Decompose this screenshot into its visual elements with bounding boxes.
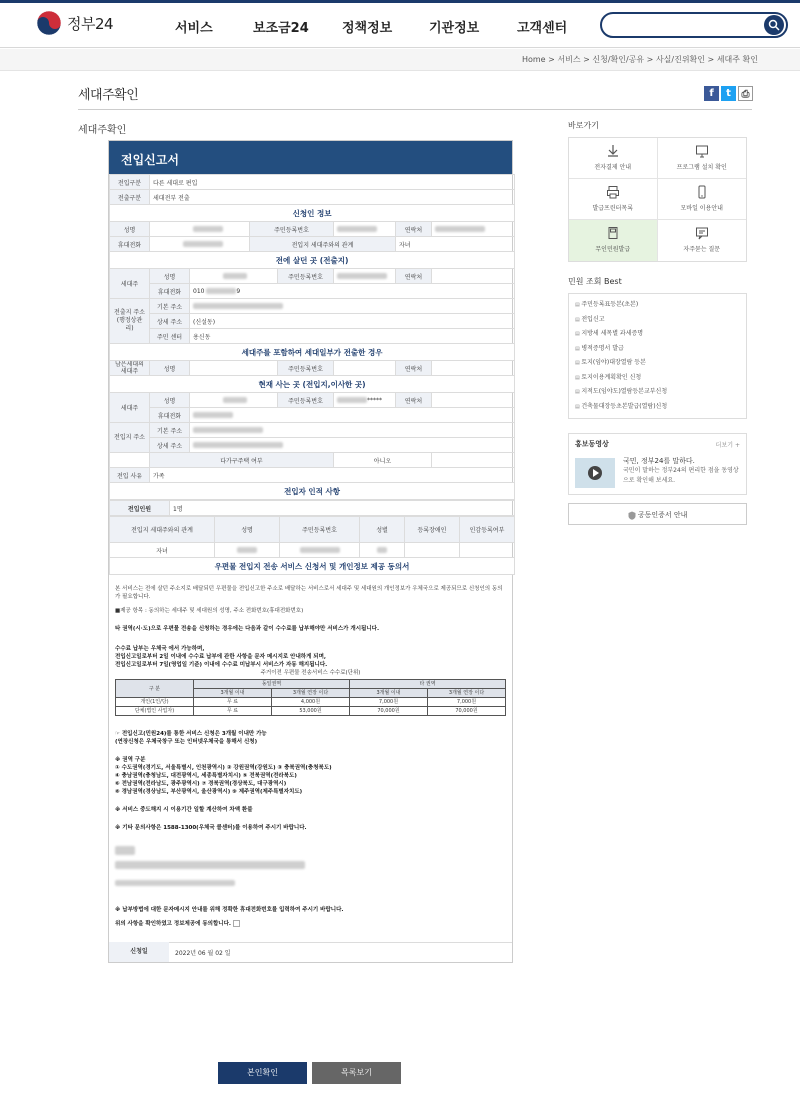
certificate-guide-label: 공동인증서 안내 [637, 511, 688, 519]
redacted [193, 226, 223, 232]
promo-video-box [568, 433, 747, 495]
redacted-block [115, 846, 506, 855]
label: 성명 [150, 269, 190, 284]
fee-cell: 단체(법인 사업자) [116, 707, 194, 716]
best-item[interactable]: ▤ 건축물대장등초본발급(열람)신청 [575, 400, 740, 415]
search-input[interactable] [600, 12, 788, 38]
col-name: 성명 [215, 517, 280, 543]
quick-label: 자주묻는 질문 [683, 246, 721, 253]
redacted [337, 273, 387, 279]
fee-head: 동일권역 [194, 680, 350, 689]
redacted [377, 547, 387, 553]
page-title: 세대주확인 [78, 88, 139, 103]
breadcrumb-service[interactable]: 서비스 [557, 55, 581, 64]
download-icon [606, 144, 620, 158]
fee-cell: 70,000원 [428, 707, 506, 716]
redacted [193, 427, 263, 433]
video-more-link[interactable]: 더보기 + [715, 442, 740, 449]
center-value: 용신동 [190, 329, 515, 344]
quick-kiosk[interactable] [569, 220, 658, 261]
notice-text: ※ 기타 문의사항은 1588-1300(우체국 콜센터)를 이용하여 주시기 바랍니다. [115, 825, 307, 831]
notice-text: ※ 권역 구분 [115, 757, 146, 763]
section-mover: 전입자 인적 사항 [110, 483, 515, 500]
section-consent: 우편물 전입지 전송 서비스 신청서 및 개인정보 제공 동의서 [110, 558, 515, 575]
section-applicant: 신청인 정보 [110, 205, 515, 222]
kiosk-icon [606, 226, 620, 240]
apply-date-value: 2022년 06 월 02 일 [175, 949, 231, 957]
video-headline: 국민, 정부24를 말하다. [623, 457, 695, 465]
notice-text: 전입신고일로부터 7일(영업일 기준) 이내에 수수료 미납부시 서비스가 자동 해지됩니다. [115, 662, 328, 668]
consent-checkbox[interactable] [233, 920, 240, 927]
nav-service[interactable]: 서비스 [175, 21, 213, 36]
best-item[interactable]: ▤ 전입신고 [575, 313, 740, 328]
col-seal: 인감등록여부 [460, 517, 515, 543]
label: 전입구분 [110, 175, 150, 190]
quick-label: 프로그램 설치 확인 [676, 164, 727, 171]
label: 기본 주소 [150, 299, 190, 314]
label: 전입인원 [110, 501, 170, 516]
redacted [237, 547, 257, 553]
consent-text: 위의 사항을 확인하였고 정보제공에 동의합니다. [115, 920, 232, 927]
notice-text: 수수료 납부는 우체국 에서 가능하며, [115, 646, 205, 652]
fee-head: 구 분 [116, 680, 194, 698]
logo[interactable] [36, 10, 113, 36]
label: 세대주 [110, 269, 150, 299]
notice-text: ■제공 항목 : 동의하는 세대주 및 세대원의 성명, 주소 전화번호(휴대전화번호) [115, 608, 304, 614]
breadcrumb-verify[interactable]: 사실/진위확인 [655, 55, 706, 64]
redacted [193, 303, 283, 309]
notice-text: ⑧ 경남권역(경상남도, 부산광역시, 울산광역시) ⑨ 제주권역(제주특별자치도) [115, 789, 303, 795]
redacted [193, 442, 283, 448]
identity-confirm-button[interactable]: 본인확인 [218, 1062, 307, 1084]
fee-sub: 3개월 연장 이다 [272, 689, 350, 698]
redacted-block [115, 861, 506, 870]
government-emblem-icon [36, 10, 62, 36]
share-buttons [704, 86, 753, 101]
sidebar [568, 120, 748, 525]
quick-mobile[interactable] [658, 179, 747, 220]
cur-rrn-mask: ***** [367, 396, 382, 404]
label: 주민등록번호 [250, 222, 334, 237]
section-partial: 세대주를 포함하여 세대일부가 전출한 경우 [110, 344, 515, 361]
reason-value: 가족 [150, 468, 515, 483]
label: 전출지 주소 (행정상관리) [110, 299, 150, 344]
best-item[interactable]: ▤ 병적증명서 발급 [575, 342, 740, 357]
top-header [0, 0, 800, 48]
breadcrumb-bar [0, 49, 800, 71]
mobile-icon [695, 185, 709, 199]
mover-table [109, 500, 515, 516]
nav-customer[interactable]: 고객센터 [517, 21, 568, 36]
breadcrumb-home[interactable]: Home [521, 55, 546, 64]
redacted [183, 241, 223, 247]
notice-text: ※ 서비스 중도해지 시 이용기간 일할 계산하여 차액 환불 [115, 807, 253, 813]
label: 성명 [150, 393, 190, 408]
nav-policy[interactable]: 정책정보 [342, 21, 393, 36]
fee-caption: 주거이전 우편물 전송서비스 수수료(단위) [260, 670, 361, 676]
notice-text: ※ 납부방법에 대한 문자메시지 안내를 위해 정확한 휴대전화번호를 입력하여 주시기 바랍니다. [115, 906, 344, 913]
fee-cell: 무 료 [194, 698, 272, 707]
redacted [223, 273, 247, 279]
quick-faq[interactable] [658, 220, 747, 261]
label: 세대주 [110, 393, 150, 423]
move-type-value: 다른 세대로 편입 [150, 175, 515, 190]
quick-label: 무인민원발급 [595, 246, 631, 253]
notice-text: ④ 충남권역(충청남도, 대전광역시, 세종특별자치시) ⑤ 전북권역(전라북도) [115, 773, 297, 779]
prev-phone-tail: 9 [236, 287, 241, 295]
shield-icon [628, 511, 636, 520]
mover-relation: 자녀 [110, 543, 215, 558]
col-rrn: 주민등록번호 [280, 517, 360, 543]
title-divider [78, 109, 752, 110]
fee-cell: 7,000원 [428, 698, 506, 707]
label: 전입 사유 [110, 468, 150, 483]
quick-links-title: 바로가기 [568, 121, 599, 130]
quick-label: 전자결제 안내 [594, 164, 632, 171]
notice-text: ☞ 전입신고(민원24)를 통한 서비스 신청은 3개월 이내만 가능 [115, 731, 267, 737]
consent-line [115, 920, 506, 928]
mover-detail-table [109, 516, 515, 575]
best-item[interactable]: ▤ 주민등록표등본(초본) [575, 298, 740, 313]
video-desc: 국민이 말하는 정부24의 편리한 점을 동영상으로 확인해 보세요. [623, 467, 739, 484]
list-button[interactable]: 목록보기 [312, 1062, 401, 1084]
main-nav [175, 17, 597, 36]
prev-phone: 010 [193, 287, 205, 295]
label: 주민등록번호 [278, 269, 334, 284]
fee-cell: 70,000원 [350, 707, 428, 716]
label: 성명 [110, 222, 150, 237]
redacted [337, 226, 377, 232]
quick-label: 모바일 이용안내 [680, 205, 723, 212]
fee-cell: 53,000원 [272, 707, 350, 716]
best-list [568, 293, 747, 419]
search-icon [768, 19, 780, 31]
breadcrumb-current: 세대주 확인 [716, 55, 758, 64]
label: 다가구주택 여부 [150, 453, 334, 468]
relation-value: 자녀 [396, 237, 515, 252]
monitor-icon [695, 144, 709, 158]
label: 남은세대의세대주 [110, 361, 150, 376]
quick-links [568, 137, 747, 262]
redacted [206, 288, 236, 294]
label: 연락처 [396, 222, 432, 237]
label: 성명 [150, 361, 190, 376]
notice-text: ① 수도권역(경기도, 서울특별시, 인천광역시) ② 강원권역(강원도) ③ 충북권역(충청북도) [115, 765, 332, 771]
mover-count: 1명 [170, 501, 515, 516]
fee-cell: 개인(1인/당) [116, 698, 194, 707]
search-button[interactable] [764, 15, 784, 35]
multi-value: 아니오 [334, 453, 432, 468]
detail-addr-value: (신설동) [190, 314, 515, 329]
fee-sub: 3개월 연장 이다 [428, 689, 506, 698]
form-table [109, 174, 515, 500]
label: 휴대전화 [150, 408, 190, 423]
fee-cell: 무 료 [194, 707, 272, 716]
quick-label: 발급프린터목록 [592, 205, 634, 212]
label: 전출구분 [110, 190, 150, 205]
section-current: 현재 사는 곳 (전입지,이사한 곳) [110, 376, 515, 393]
best-title: 민원 조회 Best [568, 277, 622, 286]
label: 휴대전화 [110, 237, 150, 252]
notice-text: 본 서비스는 전에 살던 주소지로 배달되던 우편물을 전입신고한 주소로 배달하는 서비스로서 세대주 및 세대원의 개인정보가 우체국으로 제공되므로 신청인의 동의가 필요합니다. [115, 586, 503, 600]
fee-table [115, 679, 506, 716]
redacted [337, 397, 367, 403]
breadcrumb: Home > 서비스 > 신청/확인/공유 > 사실/진위확인 > 세대주 확인 [521, 55, 758, 64]
certificate-guide-button[interactable] [568, 503, 747, 525]
label: 연락처 [396, 269, 432, 284]
label: 전입지 주소 [110, 423, 150, 453]
consent-notice [109, 575, 512, 928]
fee-cell: 4,000원 [272, 698, 350, 707]
redacted [300, 547, 340, 553]
label: 상세 주소 [150, 314, 190, 329]
sub-title: 세대주확인 [78, 125, 127, 136]
breadcrumb-apply[interactable]: 신청/확인/공유 [592, 55, 645, 64]
label: 연락처 [396, 393, 432, 408]
col-relation: 전입지 세대주와의 관계 [110, 517, 215, 543]
video-title: 홍보동영상 [575, 440, 609, 448]
label: 휴대전화 [150, 284, 190, 299]
best-item[interactable]: ▤ 토지(임야)대장열람 등본 [575, 356, 740, 371]
facebook-icon[interactable]: f [704, 86, 719, 101]
redacted [223, 397, 247, 403]
nav-agency[interactable]: 기관정보 [429, 21, 480, 36]
label: 기본 주소 [150, 423, 190, 438]
col-gender: 성별 [360, 517, 405, 543]
label: 주민등록번호 [278, 393, 334, 408]
chat-icon [695, 226, 709, 240]
twitter-icon[interactable]: t [721, 86, 736, 101]
video-text[interactable] [623, 456, 743, 486]
whole-value: 세대전부 전출 [150, 190, 515, 205]
best-item[interactable]: ▤ 지방세 세목별 과세증명 [575, 327, 740, 342]
printer-icon [606, 185, 620, 199]
form-title: 전입신고서 [109, 141, 512, 174]
fee-head: 타 권역 [350, 680, 506, 689]
best-item[interactable]: ▤ 지적도(임야도)열람등본교부신청 [575, 385, 740, 400]
nav-subsidy[interactable]: 보조금24 [253, 21, 309, 36]
quick-payment[interactable] [569, 138, 658, 179]
move-in-report-form [108, 140, 513, 963]
fee-sub: 3개월 이내 [194, 689, 272, 698]
top-accent-bar [0, 0, 800, 3]
redacted [435, 226, 485, 232]
fee-cell: 7,000원 [350, 698, 428, 707]
notice-text: 타 권역(시·도)으로 우편물 전송을 신청하는 경우에는 다음과 같이 수수료를 납부해야만 서비스가 개시됩니다. [115, 626, 380, 632]
fee-sub: 3개월 이내 [350, 689, 428, 698]
quick-printer[interactable] [569, 179, 658, 220]
notice-text: 전입신고일로부터 2일 이내에 수수료 납부에 관한 사항을 문자 메시지로 안내하게 되며, [115, 654, 327, 660]
video-thumbnail[interactable] [575, 458, 615, 488]
label: 전입지 세대주와의 관계 [250, 237, 396, 252]
section-previous: 전에 살던 곳 (전출지) [110, 252, 515, 269]
label: 연락처 [396, 361, 432, 376]
notice-text: ⑥ 전남권역(전라남도, 광주광역시) ⑦ 경북권역(경상북도, 대구광역시) [115, 781, 287, 787]
best-item[interactable]: ▤ 토지이용계획확인 신청 [575, 371, 740, 386]
apply-date-label: 신청일 [109, 942, 169, 962]
print-icon[interactable]: ⎙ [738, 86, 753, 101]
redacted-block [115, 880, 506, 888]
notice-text: (연장신청은 우체국창구 또는 인터넷우체국을 통해서 신청) [115, 739, 258, 745]
col-disabled: 등록장애인 [405, 517, 460, 543]
apply-date-row [109, 942, 512, 962]
redacted [115, 880, 235, 886]
redacted [115, 846, 135, 855]
redacted [115, 861, 305, 869]
label: 주민등록번호 [278, 361, 334, 376]
label: 주민 센터 [150, 329, 190, 344]
redacted [193, 412, 233, 418]
play-icon [575, 458, 615, 488]
quick-program[interactable] [658, 138, 747, 179]
logo-text: 정부24 [67, 14, 114, 33]
label: 상세 주소 [150, 438, 190, 453]
